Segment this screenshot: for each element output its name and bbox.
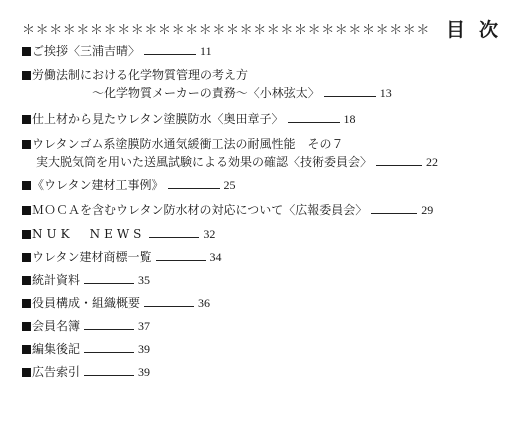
entry-page: 29 (421, 203, 434, 217)
toc-entry-statistics[interactable] (22, 271, 512, 289)
entry-page: 18 (343, 112, 356, 126)
entry-page: 39 (138, 342, 151, 356)
leader-line (288, 112, 340, 123)
toc-header (22, 14, 512, 42)
entry-title: NUK NEWS (32, 227, 146, 241)
entry-title: 統計資料 (32, 273, 81, 287)
leader-line (149, 227, 199, 238)
entry-page: 37 (138, 319, 151, 333)
square-bullet-icon (22, 206, 31, 215)
star-divider: ＊＊＊＊＊＊＊＊＊＊＊＊＊＊＊＊＊＊＊＊＊＊＊＊＊＊＊＊＊＊ (22, 22, 431, 38)
toc-entry-wind-resistance[interactable] (22, 135, 512, 171)
leader-line (376, 155, 422, 166)
square-bullet-icon (22, 230, 31, 239)
toc-entry-finish-material[interactable] (22, 110, 512, 128)
toc-entry-construction-examples[interactable] (22, 176, 512, 194)
entry-title: ウレタン建材商標一覧 (32, 250, 152, 264)
entry-page: 39 (138, 365, 151, 379)
square-bullet-icon (22, 140, 31, 149)
leader-line (84, 319, 134, 330)
square-bullet-icon (22, 115, 31, 124)
square-bullet-icon (22, 345, 31, 354)
leader-line (371, 203, 417, 214)
toc-entry-moca[interactable] (22, 201, 512, 219)
leader-line (324, 86, 376, 97)
leader-line (168, 178, 220, 189)
entry-title: 会員名簿 (32, 319, 81, 333)
entry-title: 仕上材から見たウレタン塗膜防水〈奥田章子〉 (32, 112, 284, 126)
toc-entry-greeting[interactable] (22, 42, 512, 60)
entry-title: ＭＯＣＡを含むウレタン防水材の対応について〈広報委員会〉 (32, 203, 368, 217)
entry-page: 13 (379, 86, 392, 100)
toc-entry-officers[interactable] (22, 294, 512, 312)
square-bullet-icon (22, 181, 31, 190)
square-bullet-icon (22, 276, 31, 285)
leader-line (84, 365, 134, 376)
leader-line (84, 342, 134, 353)
entry-title: 役員構成・組織概要 (32, 296, 141, 310)
entry-title: ご挨拶〈三浦吉晴〉 (32, 44, 141, 58)
square-bullet-icon (22, 299, 31, 308)
entry-page: 11 (200, 44, 212, 58)
entry-title: ウレタンゴム系塗膜防水通気緩衝工法の耐風性能 その７ (32, 137, 344, 151)
toc-entry-nuk-news[interactable] (22, 225, 512, 243)
entry-title: 広告索引 (32, 365, 81, 379)
entry-title: 労働法制における化学物質管理の考え方 (32, 68, 249, 82)
toc-entry-ad-index[interactable] (22, 363, 512, 381)
entry-subtitle: 〜化学物質メーカーの責務〜〈小林弦太〉 (92, 86, 320, 100)
square-bullet-icon (22, 47, 31, 56)
toc-entry-trademarks[interactable] (22, 248, 512, 266)
leader-line (156, 250, 206, 261)
entry-title: 編集後記 (32, 342, 81, 356)
entry-title: 《ウレタン建材工事例》 (32, 178, 164, 192)
leader-line (84, 273, 134, 284)
entry-page: 36 (198, 296, 211, 310)
toc-entry-editors-note[interactable] (22, 340, 512, 358)
page-title: 目次 (445, 18, 512, 41)
entry-page: 22 (426, 155, 439, 169)
entry-page: 35 (138, 273, 151, 287)
entry-page: 32 (203, 227, 216, 241)
toc-entry-members[interactable] (22, 317, 512, 335)
square-bullet-icon (22, 322, 31, 331)
square-bullet-icon (22, 253, 31, 262)
leader-line (144, 44, 196, 55)
toc-entry-labor-law[interactable] (22, 66, 512, 102)
square-bullet-icon (22, 71, 31, 80)
leader-line (144, 296, 194, 307)
entry-subtitle: 実大脱気筒を用いた送風試験による効果の確認〈技術委員会〉 (36, 155, 373, 169)
entry-page: 25 (223, 178, 236, 192)
entry-page: 34 (209, 250, 222, 264)
square-bullet-icon (22, 368, 31, 377)
